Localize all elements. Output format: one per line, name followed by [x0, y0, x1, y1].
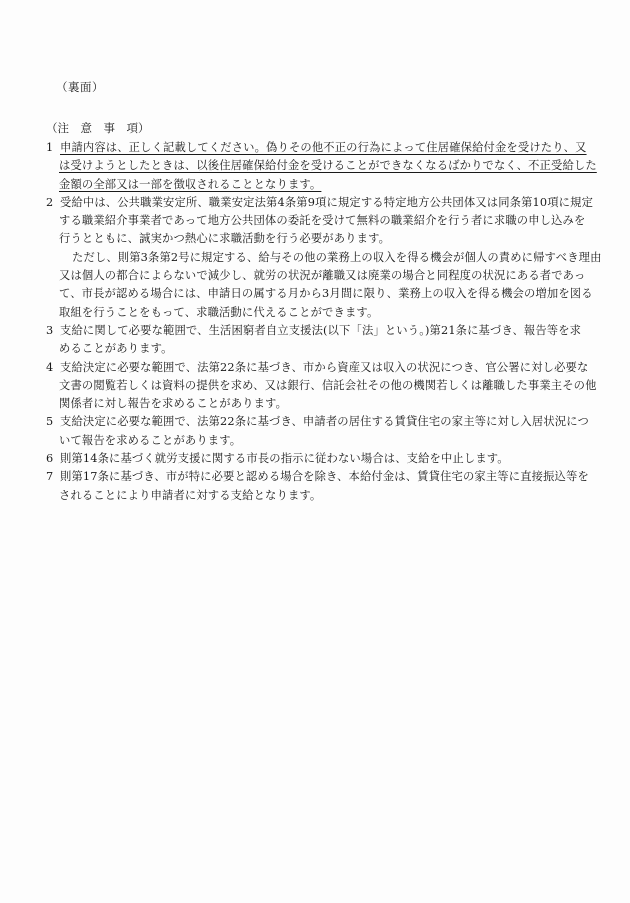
- note-line: [46, 395, 606, 413]
- note-line: [46, 487, 606, 505]
- note-line: [46, 249, 606, 267]
- note-line: [46, 176, 606, 194]
- note-line: [46, 322, 606, 340]
- notes-list: [46, 139, 606, 505]
- notes-section-title: （注 意 事 項）: [46, 121, 150, 135]
- note-item-5: [46, 413, 606, 450]
- note-number: 2: [46, 195, 54, 209]
- note-item-6: [46, 450, 606, 468]
- note-number: 6: [46, 452, 54, 466]
- reverse-side-label: （裏面）: [56, 80, 104, 94]
- note-text: 則第14条に基づく就労支援に関する市長の指示に従わない場合は、支給を中止します。: [60, 452, 509, 466]
- note-number: 1: [46, 141, 54, 154]
- note-text: 文書の閲覧若しくは資料の提供を求め、又は銀行、信託会社その他の機関若しくは離職した事業主その他: [59, 378, 597, 392]
- note-line: [46, 432, 606, 450]
- note-text: 支給決定に必要な範囲で、法第22条に基づき、申請者の居住する賃貸住宅の家主等に対し入居状況につ: [60, 415, 589, 429]
- note-text: 又は個人の都合によらないで減少し、就労の状況が離職又は廃業の場合と同程度の状況にある者であっ: [59, 269, 586, 283]
- note-text: めることがあります。: [59, 342, 173, 356]
- note-text: て、市長が認める場合には、申請日の属する月から3月間に限り、業務上の収入を得る機会の増加を図る: [59, 287, 593, 301]
- note-number: 3: [46, 323, 54, 337]
- note-item-3: [46, 322, 606, 359]
- note-text: 申請内容は、正しく記載してください。偽りその他不正の行為によって住居確保給付金を受けたり、又: [60, 141, 587, 154]
- note-text: 関係者に対し報告を求めることがあります。: [59, 397, 288, 411]
- note-number: 4: [46, 360, 54, 374]
- note-line: [46, 377, 606, 395]
- note-text: 支給決定に必要な範囲で、法第22条に基づき、市から資産又は収入の状況につき、官公署に対し必要な: [60, 360, 589, 374]
- note-line: [46, 413, 606, 431]
- note-text: ただし、則第3条第2号に規定する、給与その他の業務上の収入を得る機会が個人の責めに帰すべき理由: [72, 250, 602, 264]
- note-text: されることにより申請者に対する支給となります。: [59, 488, 322, 502]
- note-text: 取組を行うことをもって、求職活動に代えることができます。: [59, 305, 379, 319]
- note-text: する職業紹介事業者であって地方公共団体の委託を受けて無料の職業紹介を行う者に求職の申し込みを: [59, 214, 586, 228]
- note-line: [46, 359, 606, 377]
- note-line: [46, 157, 606, 175]
- note-line: [46, 212, 606, 230]
- note-text: 受給中は、公共職業安定所、職業安定法第4条第9項に規定する特定地方公共団体又は同条第10項に規定: [60, 195, 594, 209]
- note-item-1: [46, 139, 606, 194]
- note-line: [46, 194, 606, 212]
- note-text: 金額の全部又は一部を徴収されることとなります。: [59, 177, 322, 191]
- note-line: [46, 139, 606, 157]
- note-line: [46, 468, 606, 486]
- note-item-4: [46, 359, 606, 414]
- note-item-2: [46, 194, 606, 322]
- note-line: [46, 267, 606, 285]
- note-line: [46, 450, 606, 468]
- note-number: 7: [46, 470, 54, 484]
- note-text: 則第17条に基づき、市が特に必要と認める場合を除き、本給付金は、賃貸住宅の家主等に直接振込等を: [60, 470, 589, 484]
- note-text: いて報告を求めることがあります。: [59, 433, 242, 447]
- note-text: は受けようとしたときは、以後住居確保給付金を受けることができなくなるばかりでなく、不正受給した: [59, 159, 597, 173]
- note-text: 支給に関して必要な範囲で、生活困窮者自立支援法(以下「法」という。)第21条に基づき、報告等を求: [60, 323, 582, 337]
- note-text: 行うとともに、誠実かつ熱心に求職活動を行う必要があります。: [59, 232, 391, 246]
- note-number: 5: [46, 415, 54, 429]
- note-item-7: [46, 468, 606, 505]
- note-line: [46, 304, 606, 322]
- note-line: [46, 230, 606, 248]
- note-line: [46, 340, 606, 358]
- note-line: [46, 285, 606, 303]
